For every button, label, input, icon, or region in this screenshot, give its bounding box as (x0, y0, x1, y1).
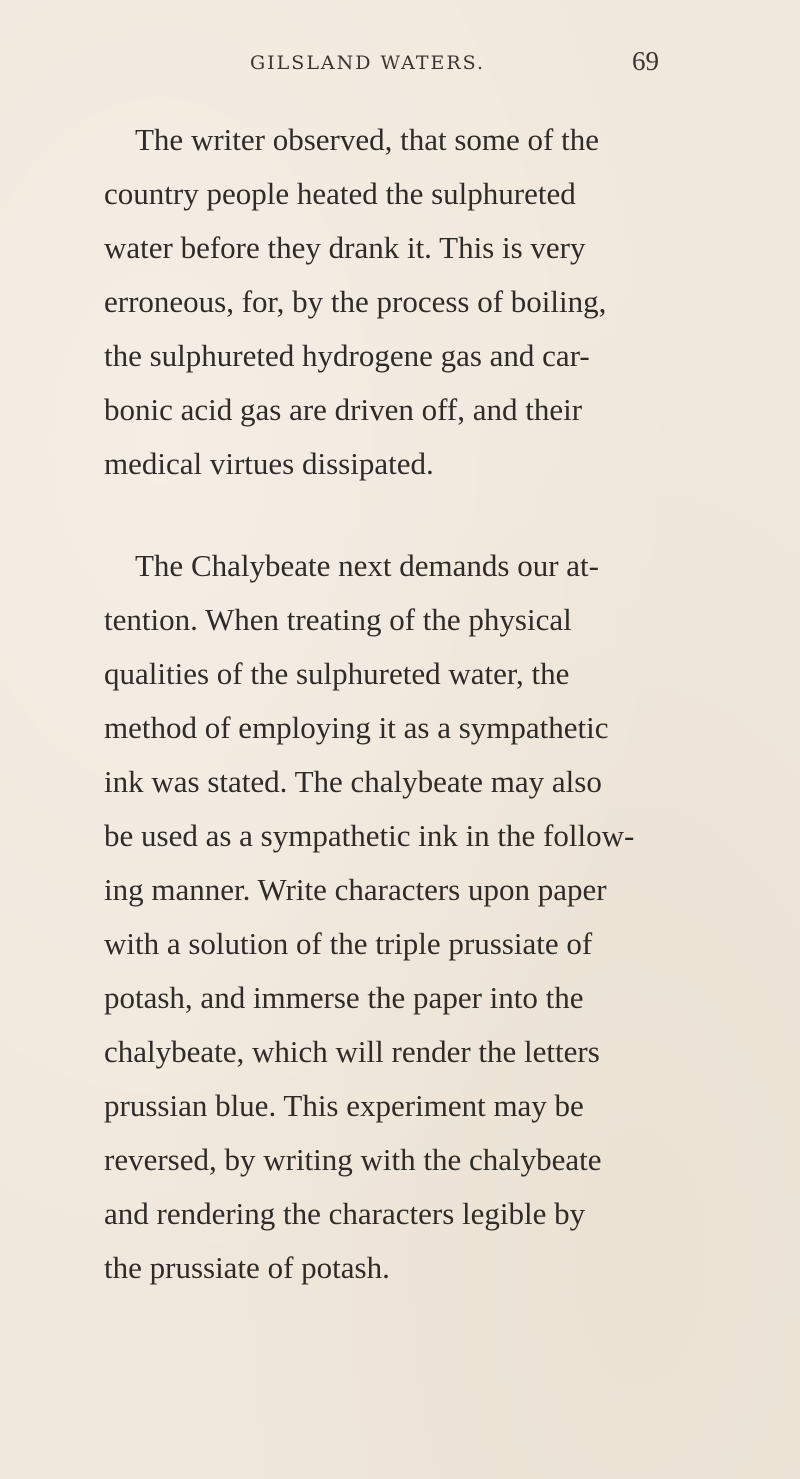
text-line: qualities of the sulphureted water, the (104, 656, 570, 691)
text-line: The writer observed, that some of the (135, 122, 599, 157)
text-line: The Chalybeate next demands our at- (135, 548, 599, 583)
text-line: erroneous, for, by the process of boiling, (104, 284, 607, 319)
text-line: be used as a sympathetic ink in the follow- (104, 818, 635, 853)
text-line: tention. When treating of the physical (104, 602, 572, 637)
text-line: reversed, by writing with the chalybeate (104, 1142, 602, 1177)
text-line: bonic acid gas are driven off, and their (104, 392, 583, 427)
text-line: potash, and immerse the paper into the (104, 980, 584, 1015)
text-line: country people heated the sulphureted (104, 176, 576, 211)
text-line: the prussiate of potash. (104, 1250, 390, 1285)
text-line: the sulphureted hydrogene gas and car- (104, 338, 590, 373)
text-line: chalybeate, which will render the letters (104, 1034, 600, 1069)
text-line: with a solution of the triple prussiate of (104, 926, 593, 961)
text-line: method of employing it as a sympathetic (104, 710, 609, 745)
text-line: ink was stated. The chalybeate may also (104, 764, 602, 799)
page-number: 69 (632, 46, 659, 76)
text-line: ing manner. Write characters upon paper (104, 872, 607, 907)
text-line: medical virtues dissipated. (104, 446, 434, 481)
text-line: and rendering the characters legible by (104, 1196, 586, 1231)
running-head: GILSLAND WATERS. (250, 52, 486, 74)
text-line: prussian blue. This experiment may be (104, 1088, 584, 1123)
text-line: water before they drank it. This is very (104, 230, 586, 265)
